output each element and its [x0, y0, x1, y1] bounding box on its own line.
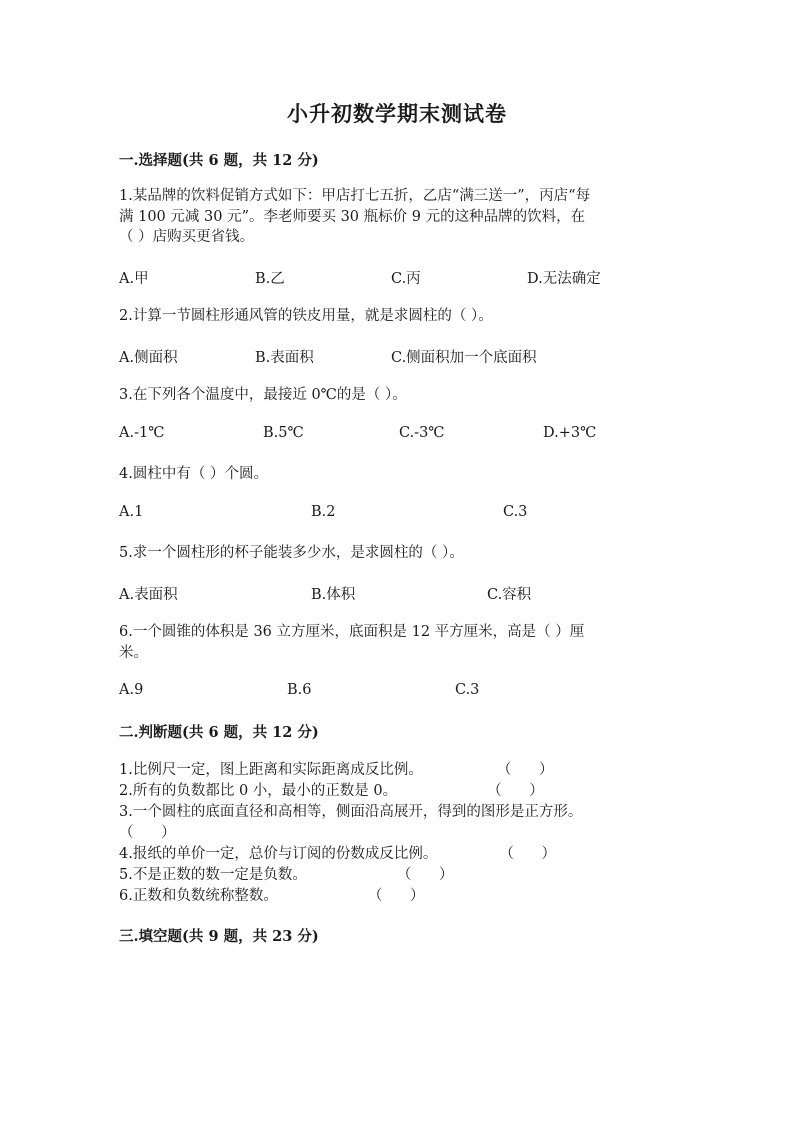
- option-a: A.侧面积: [119, 350, 178, 366]
- option-b: B.体积: [311, 587, 356, 603]
- judge-item-5: [119, 865, 679, 886]
- judge-text: 5.不是正数的数一定是负数。: [119, 867, 307, 883]
- judge-item-1: [119, 760, 679, 781]
- choice-question-2: 2.计算一节圆柱形通风管的铁皮用量，就是求圆柱的（ ）。: [119, 308, 493, 324]
- fill-section-heading: 三.填空题(共 9 题，共 23 分): [119, 928, 319, 945]
- choice-options-6: [119, 682, 679, 702]
- option-b: B.6: [287, 682, 312, 698]
- choice-options-2: [119, 346, 679, 366]
- judge-list: [119, 760, 679, 907]
- judge-item-6: [119, 886, 679, 907]
- option-a: A.甲: [119, 271, 149, 287]
- judge-text: 4.报纸的单价一定，总价与订阅的份数成反比例。: [119, 846, 438, 862]
- judge-item-3-blank-line: [119, 823, 679, 844]
- judge-text: 3.一个圆柱的底面直径和高相等，侧面沿高展开，得到的图形是正方形。: [119, 804, 583, 820]
- choice-options-4: [119, 504, 679, 524]
- question-text-line: 1.某品牌的饮料促销方式如下：甲店打七五折，乙店“满三送一”，丙店“每: [119, 188, 591, 204]
- question-text-line: 米。: [119, 644, 148, 661]
- answer-blank: （ ）: [499, 846, 556, 862]
- answer-blank: （ ）: [119, 825, 176, 841]
- choice-options-5: [119, 583, 679, 603]
- option-a: A.1: [119, 504, 144, 520]
- choice-question-1: [119, 186, 679, 248]
- option-b: B.乙: [255, 271, 285, 287]
- judge-text: 1.比例尺一定，图上距离和实际距离成反比例。: [119, 762, 423, 778]
- choice-question-4: 4.圆柱中有（ ）个圆。: [119, 466, 268, 482]
- option-a: A.-1℃: [119, 425, 165, 441]
- option-d: D.+3℃: [543, 425, 597, 441]
- judge-text: 2.所有的负数都比 0 小，最小的正数是 0。: [119, 783, 398, 799]
- answer-blank: （ ）: [496, 762, 554, 778]
- option-c: C.-3℃: [399, 425, 445, 441]
- answer-blank: （ ）: [487, 783, 544, 799]
- question-text-line: 6.一个圆锥的体积是 36 立方厘米，底面积是 12 平方厘米，高是（ ）厘: [119, 624, 585, 640]
- option-d: D.无法确定: [527, 271, 601, 287]
- choice-section-heading: 一.选择题(共 6 题，共 12 分): [119, 152, 319, 169]
- option-c: C.3: [455, 682, 480, 698]
- judge-item-4: [119, 844, 679, 865]
- option-c: C.3: [503, 504, 528, 520]
- option-a: A.表面积: [119, 587, 178, 603]
- answer-blank: （ ）: [396, 867, 454, 883]
- option-c: C.侧面积加一个底面积: [391, 350, 537, 366]
- choice-question-3: 3.在下列各个温度中，最接近 0℃的是（ ）。: [119, 387, 407, 403]
- answer-blank: （ ）: [367, 888, 425, 904]
- choice-options-1: [119, 267, 679, 287]
- judge-section-heading: 二.判断题(共 6 题，共 12 分): [119, 724, 319, 741]
- option-b: B.表面积: [255, 350, 314, 366]
- choice-question-5: 5.求一个圆柱形的杯子能装多少水，是求圆柱的（ ）。: [119, 545, 464, 561]
- option-a: A.9: [119, 682, 144, 698]
- choice-options-3: [119, 425, 679, 445]
- judge-item-2: [119, 781, 679, 802]
- judge-text: 6.正数和负数统称整数。: [119, 888, 278, 904]
- question-text-line: 满 100 元减 30 元”。李老师要买 30 瓶标价 9 元的这种品牌的饮料，在: [119, 208, 586, 225]
- option-c: C.丙: [391, 271, 421, 287]
- judge-item-3: [119, 802, 679, 823]
- choice-question-6: [119, 622, 679, 663]
- page-title: 小升初数学期末测试卷: [287, 101, 507, 126]
- option-c: C.容积: [487, 587, 532, 603]
- option-b: B.2: [311, 504, 336, 520]
- question-text-line: （ ）店购买更省钱。: [119, 229, 255, 245]
- option-b: B.5℃: [263, 425, 304, 441]
